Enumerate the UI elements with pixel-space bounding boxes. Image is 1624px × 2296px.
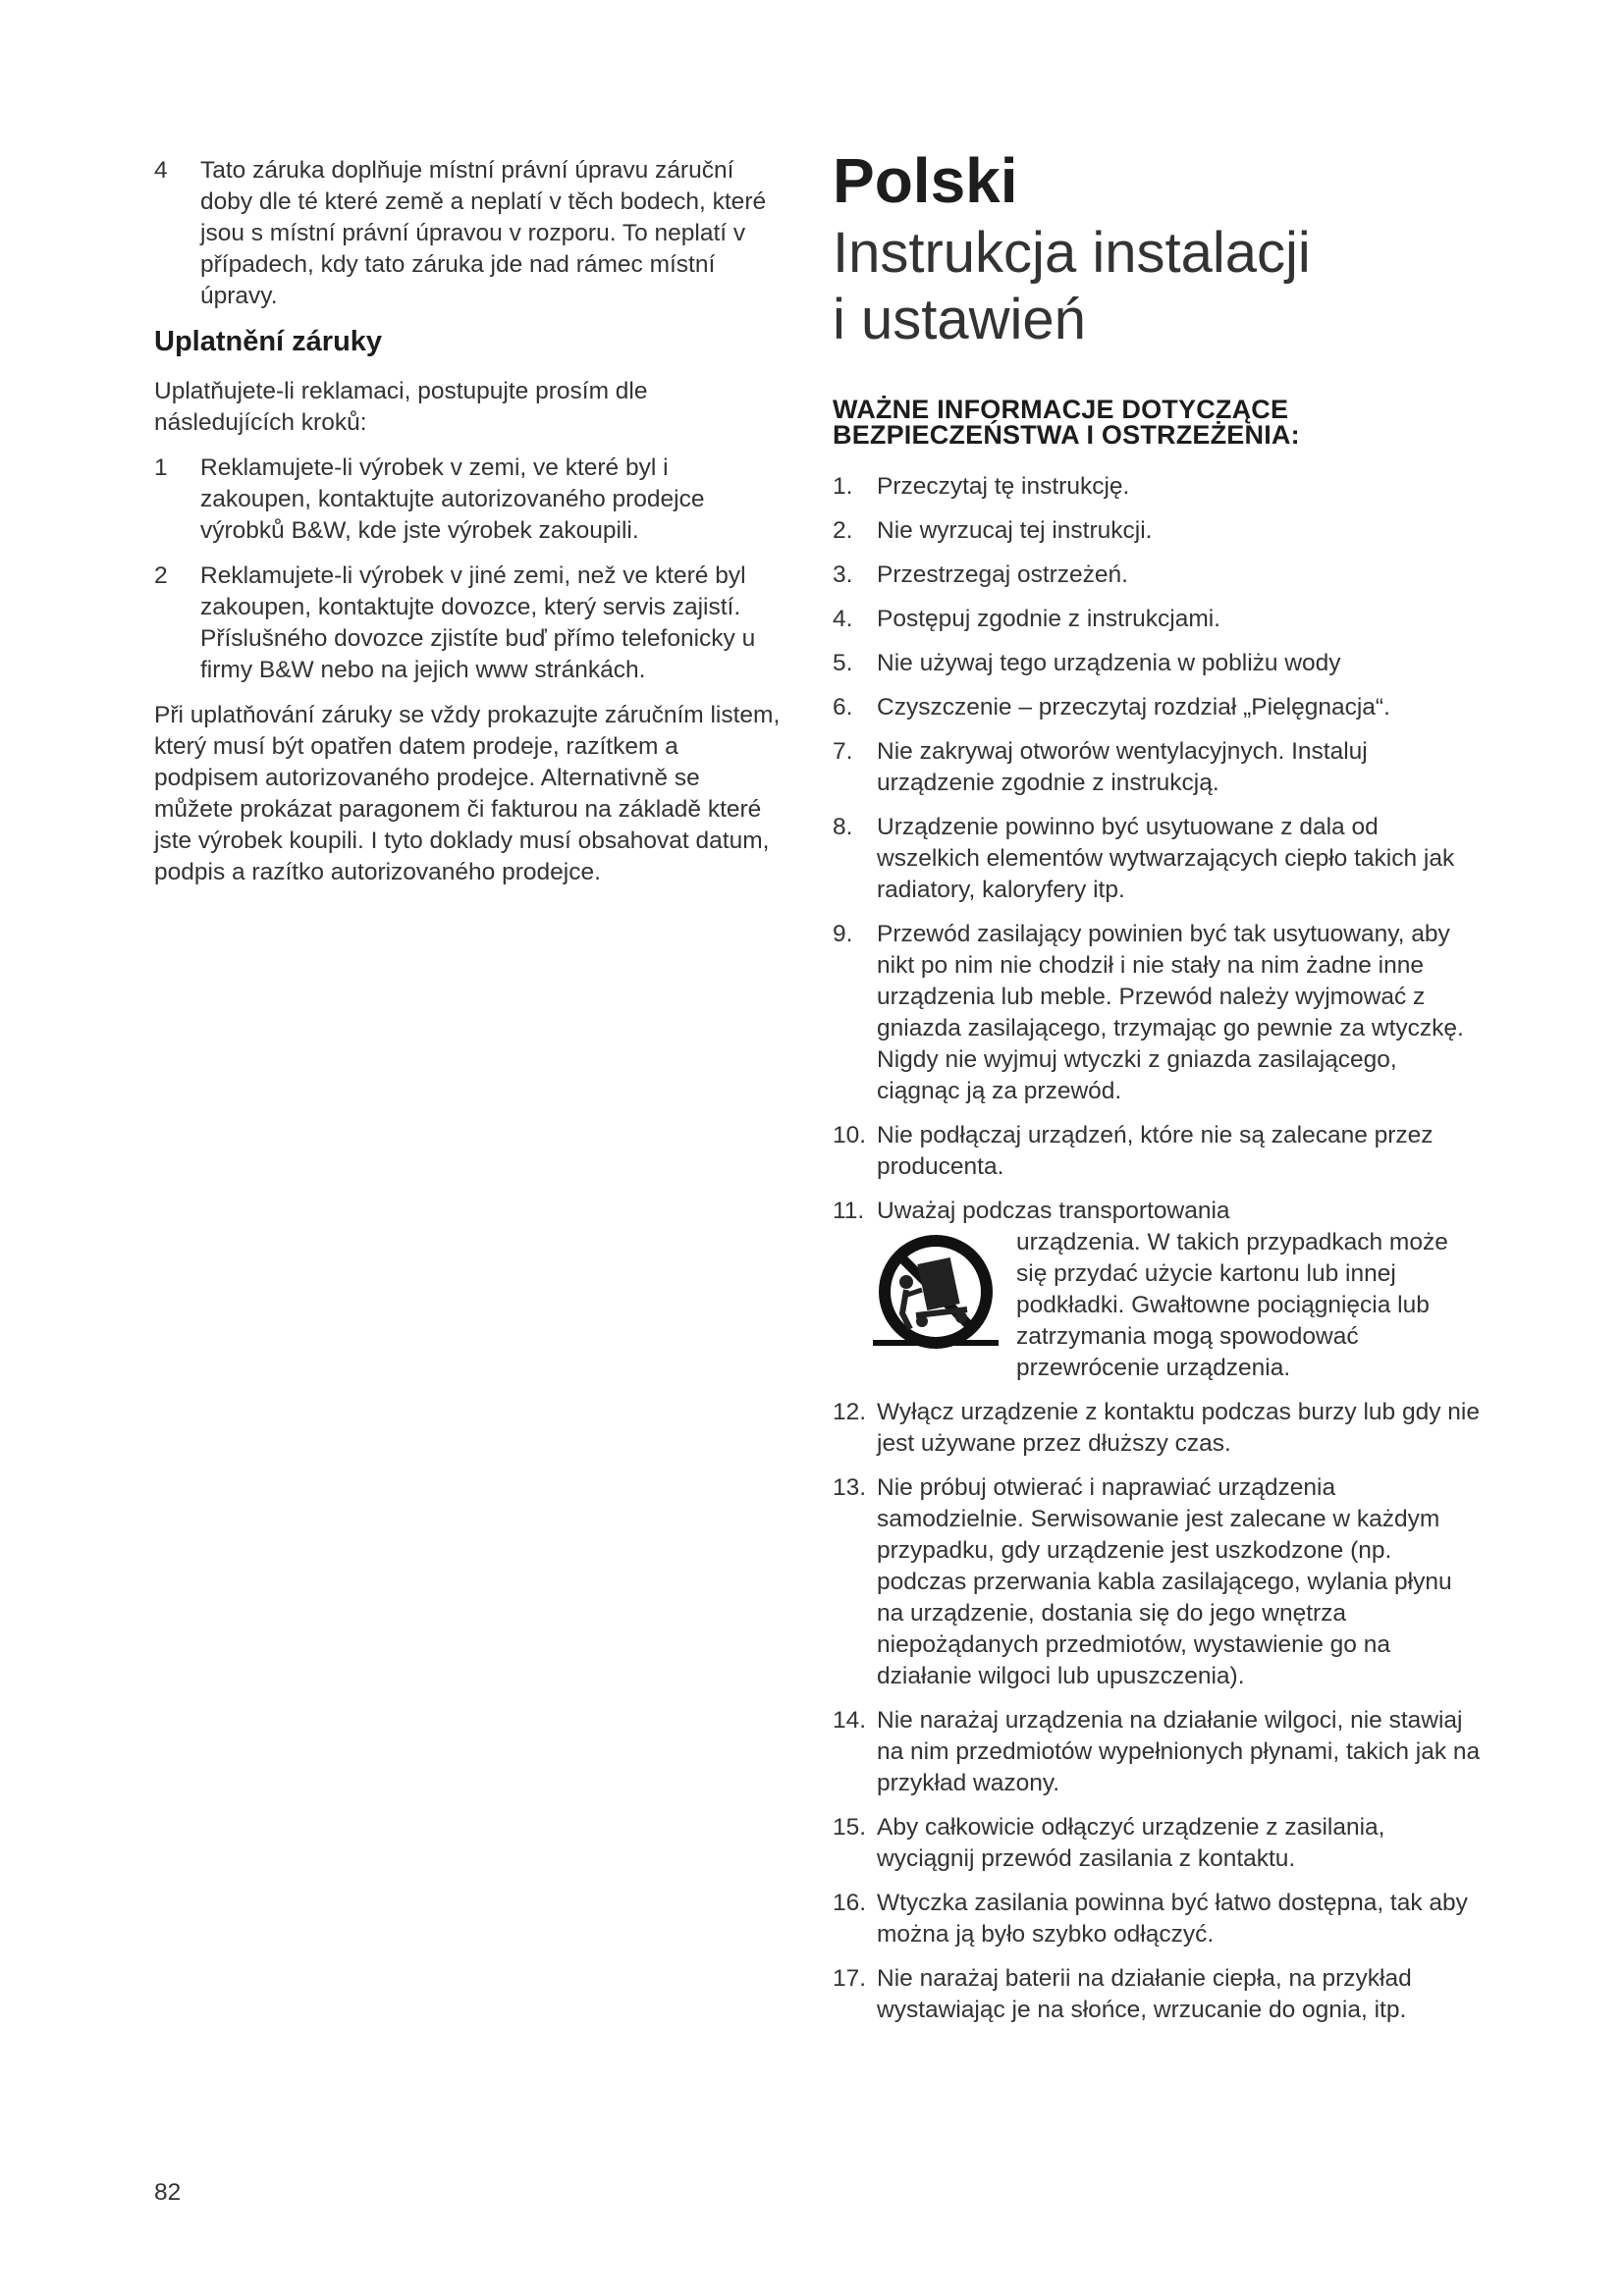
safety-item <box>833 471 1481 503</box>
item-number: 2 <box>154 562 168 589</box>
item-number: 14. <box>833 1707 867 1734</box>
left-column <box>154 155 783 902</box>
cart-warning-first-line: Uważaj podczas transportowania <box>877 1198 1230 1224</box>
safety-item <box>833 812 1481 906</box>
item-number: 5. <box>833 650 853 676</box>
safety-item <box>833 919 1481 1107</box>
item-text: Nie narażaj urządzenia na działanie wilgoci, nie stawiaj na nim przedmiotów wypełnionych płynami, takich jak na przykład wazony. <box>877 1707 1481 1796</box>
item-number: 2. <box>833 517 853 544</box>
item-number: 3. <box>833 561 853 588</box>
claim-heading: Uplatnění záruky <box>154 326 383 357</box>
item-text: Czyszczenie – przeczytaj rozdział „Pielęgnacja“. <box>877 694 1390 721</box>
item-text: Nie próbuj otwierać i naprawiać urządzenia samodzielnie. Serwisowanie jest zalecane w każdym przypadku, gdy urządzenie jest uszkodzone (np. podczas przerwania kabla zasilającego, wylania płynu na urządzenie, dostania się do jego wnętrza niepożądanych przedmiotów, wystawienie go na działanie wilgoci lub upuszczenia). <box>877 1474 1452 1689</box>
item-text: Przewód zasilający powinien być tak usytuowany, aby nikt po nim nie chodził i nie stały na nim żadne inne urządzenia lub meble. Przewód należy wyjmować z gniazda zasilającego, trzymając go pewnie za wtyczkę. Nigdy nie wyjmuj wtyczki z gniazda zasilającego, ciągnąc ją za przewód. <box>877 921 1464 1104</box>
safety-item <box>833 692 1481 723</box>
item-text: Nie wyrzucaj tej instrukcji. <box>877 517 1153 544</box>
safety-item <box>833 1963 1481 2026</box>
cart-warning-body <box>877 1227 1481 1384</box>
page-title-line-2: i ustawień <box>833 288 1086 351</box>
safety-item <box>833 1472 1481 1692</box>
safety-item <box>833 515 1481 547</box>
warranty-item-4 <box>154 155 783 312</box>
item-text: Tato záruka doplňuje místní právní úpravu záruční doby dle té které země a neplatí v těch bodech, které jsou s místní právní úpravou v rozporu. To neplatí v případech, kdy tato záruka jde nad rámec místní úpravy. <box>200 157 767 309</box>
item-text: Wtyczka zasilania powinna być łatwo dostępna, tak aby można ją było szybko odłączyć. <box>877 1890 1468 1948</box>
item-number: 16. <box>833 1890 867 1916</box>
page-title-line-1: Instrukcja instalacji <box>833 221 1311 285</box>
item-text: Reklamujete-li výrobek v jiné zemi, než ve které byl zakoupen, kontaktujte dovozce, který servis zajistí. Příslušného dovozce zjistíte buď přímo telefonicky u firmy B&W nebo na jejich www stránkách. <box>200 562 756 683</box>
item-text: Przestrzegaj ostrzeżeń. <box>877 561 1128 588</box>
item-number: 15. <box>833 1814 867 1841</box>
item-number: 9. <box>833 921 853 947</box>
safety-item <box>833 604 1481 635</box>
item-number: 1 <box>154 454 168 481</box>
safety-heading-line-1: WAŻNE INFORMACJE DOTYCZĄCE <box>833 395 1289 424</box>
cart-tip-over-warning-icon <box>873 1231 999 1353</box>
item-text: Reklamujete-li výrobek v zemi, ve které byl i zakoupen, kontaktujte autorizovaného prodejce výrobků B&W, kde jste výrobek zakoupili. <box>200 454 705 544</box>
item-number: 10. <box>833 1122 867 1148</box>
item-number: 12. <box>833 1399 867 1425</box>
item-number: 8. <box>833 814 853 840</box>
item-number: 13. <box>833 1474 867 1501</box>
claim-note: Při uplatňování záruky se vždy prokazujte záručním listem, který musí být opatřen datem prodeje, razítkem a podpisem autorizovaného prodejce. Alternativně se můžete prokázat paragonem či fakturou na základě které jste výrobek koupili. I tyto doklady musí obsahovat datum, podpis a razítko autorizovaného prodejce. <box>154 702 781 885</box>
page-number: 82 <box>154 2179 182 2206</box>
item-number: 4. <box>833 606 853 632</box>
safety-heading-line-2: BEZPIECZEŃSTWA I OSTRZEŻENIA: <box>833 420 1300 450</box>
item-number: 11. <box>833 1198 865 1224</box>
item-text: Postępuj zgodnie z instrukcjami. <box>877 606 1220 632</box>
item-text: Urządzenie powinno być usytuowane z dala od wszelkich elementów wytwarzających ciepło takich jak radiatory, kaloryfery itp. <box>877 814 1455 903</box>
safety-item <box>833 1120 1481 1183</box>
safety-item <box>833 1888 1481 1950</box>
item-number: 4 <box>154 157 168 184</box>
safety-item <box>833 648 1481 679</box>
safety-heading <box>833 397 1481 448</box>
item-number: 17. <box>833 1965 867 1992</box>
item-text: Przeczytaj tę instrukcję. <box>877 473 1130 500</box>
cart-warning-text: urządzenia. W takich przypadkach może się przydać użycie kartonu lub innej podkładki. Gwałtowne pociągnięcia lub zatrzymania mogą spowodować przewrócenie urządzenia. <box>1016 1229 1448 1381</box>
item-text: Aby całkowicie odłączyć urządzenie z zasilania, wyciągnij przewód zasilania z kontaktu. <box>877 1814 1385 1872</box>
claim-step <box>154 561 783 686</box>
item-text: Nie podłączaj urządzeń, które nie są zalecane przez producenta. <box>877 1122 1434 1180</box>
right-column <box>833 147 1481 2039</box>
safety-item <box>833 1397 1481 1460</box>
safety-item-cart-warning <box>833 1196 1481 1384</box>
safety-item <box>833 1705 1481 1799</box>
claim-step <box>154 453 783 547</box>
item-number: 1. <box>833 473 853 500</box>
item-text: Nie zakrywaj otworów wentylacyjnych. Instaluj urządzenie zgodnie z instrukcją. <box>877 738 1368 796</box>
language-title: Polski <box>833 145 1018 216</box>
safety-item <box>833 1812 1481 1875</box>
item-text: Nie używaj tego urządzenia w pobliżu wody <box>877 650 1341 676</box>
item-text: Wyłącz urządzenie z kontaktu podczas burzy lub gdy nie jest używane przez dłuższy czas. <box>877 1399 1480 1457</box>
safety-item <box>833 736 1481 799</box>
item-number: 6. <box>833 694 853 721</box>
safety-item <box>833 560 1481 591</box>
item-number: 7. <box>833 738 853 765</box>
claim-intro: Uplatňujete-li reklamaci, postupujte prosím dle následujících kroků: <box>154 378 648 436</box>
item-text: Nie narażaj baterii na działanie ciepła, na przykład wystawiając je na słońce, wrzucanie do ognia, itp. <box>877 1965 1412 2023</box>
